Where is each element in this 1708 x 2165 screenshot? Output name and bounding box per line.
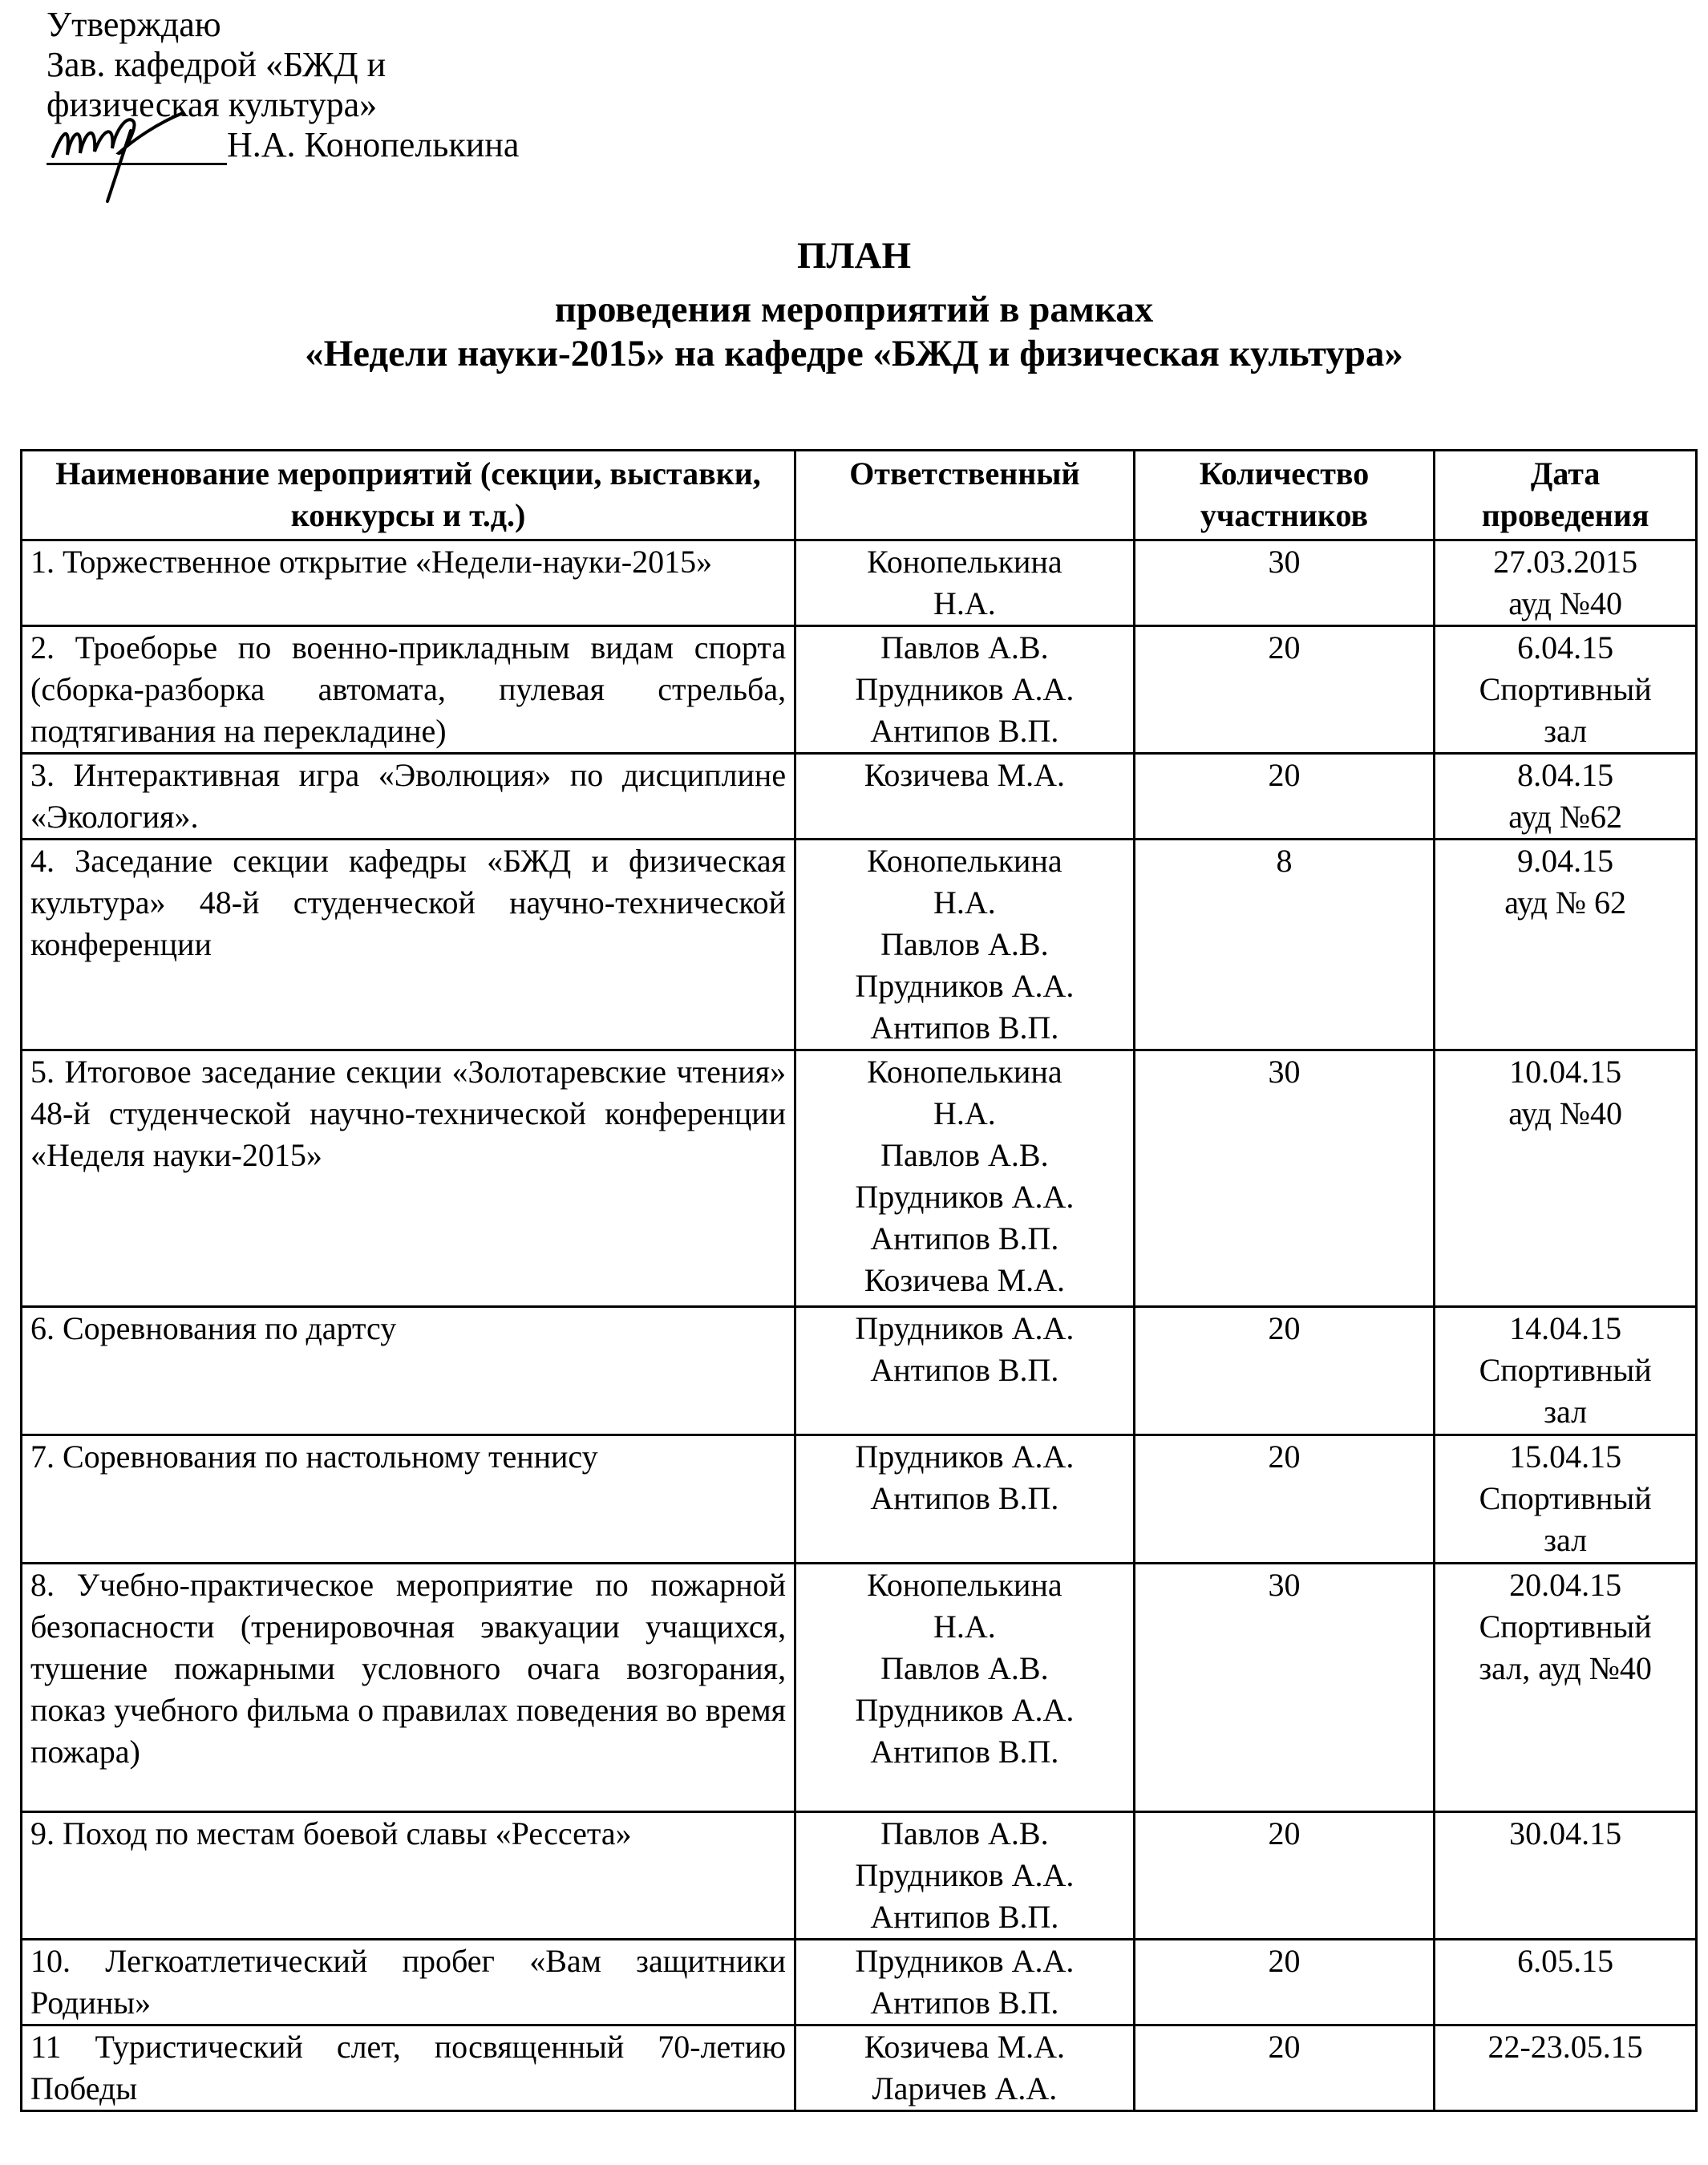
table-row bbox=[22, 1812, 1697, 1940]
date-cell bbox=[1435, 1940, 1697, 2025]
event-location: Спортивный bbox=[1479, 1609, 1652, 1645]
date-cell bbox=[1435, 840, 1697, 1050]
responsible-person: Павлов А.В. bbox=[880, 926, 1049, 962]
signature-line bbox=[47, 131, 227, 165]
event-date: 27.03.2015 bbox=[1493, 544, 1638, 580]
responsible-person: Антипов В.П. bbox=[870, 1220, 1059, 1257]
document-title bbox=[0, 234, 1708, 376]
responsible-person: Прудников А.А. bbox=[855, 968, 1075, 1004]
events-plan-table bbox=[20, 449, 1698, 2112]
event-name-cell: 5. Итоговое заседание секции «Золотаревские чтения» 48-й студенческой научно-технической конференции «Неделя науки-2015» bbox=[22, 1050, 795, 1307]
responsible-cell bbox=[795, 2025, 1135, 2111]
header-date-line2: проведения bbox=[1481, 497, 1649, 533]
responsible-person: Ларичев А.А. bbox=[872, 2070, 1058, 2106]
event-date: 6.04.15 bbox=[1517, 629, 1614, 666]
participants-cell: 20 bbox=[1134, 626, 1435, 754]
date-cell bbox=[1435, 2025, 1697, 2111]
responsible-person: Антипов В.П. bbox=[870, 1480, 1059, 1516]
event-name-cell: 1. Торжественное открытие «Недели-науки-2015» bbox=[22, 540, 795, 626]
responsible-cell bbox=[795, 1307, 1135, 1435]
responsible-person: Антипов В.П. bbox=[870, 1734, 1059, 1770]
event-name-cell: 8. Учебно-практическое мероприятие по пожарной безопасности (тренировочная эвакуации учащихся, тушение пожарными условного очага возгорания, показ учебного фильма о правилах поведения во время пожара) bbox=[22, 1564, 795, 1812]
table-row bbox=[22, 2025, 1697, 2111]
event-date: 15.04.15 bbox=[1509, 1439, 1622, 1475]
responsible-person: Козичева М.А. bbox=[864, 1262, 1066, 1298]
header-event-name: Наименование мероприятий (секции, выставки, конкурсы и т.д.) bbox=[22, 451, 795, 540]
date-cell bbox=[1435, 754, 1697, 840]
event-name-cell: 3. Интерактивная игра «Эволюция» по дисциплине «Экология». bbox=[22, 754, 795, 840]
responsible-cell bbox=[795, 840, 1135, 1050]
responsible-person: Конопелькина bbox=[867, 1567, 1062, 1603]
responsible-person: Н.А. bbox=[933, 1095, 996, 1131]
participants-cell: 30 bbox=[1134, 1564, 1435, 1812]
event-location: ауд №40 bbox=[1508, 1095, 1622, 1131]
event-date: 20.04.15 bbox=[1509, 1567, 1622, 1603]
responsible-person: Прудников А.А. bbox=[855, 1439, 1075, 1475]
event-name-cell: 11 Туристический слет, посвященный 70-летию Победы bbox=[22, 2025, 795, 2111]
handwritten-signature-icon bbox=[38, 107, 223, 203]
responsible-person: Козичева М.А. bbox=[864, 2029, 1066, 2065]
event-location: зал bbox=[1544, 1394, 1588, 1430]
title-subtitle-line1: проведения мероприятий в рамках bbox=[554, 289, 1154, 330]
responsible-cell bbox=[795, 626, 1135, 754]
responsible-person: Павлов А.В. bbox=[880, 629, 1049, 666]
event-name-cell: 6. Соревнования по дартсу bbox=[22, 1307, 795, 1435]
approval-block bbox=[47, 5, 519, 165]
approval-position-line1: Зав. кафедрой «БЖД и bbox=[47, 45, 387, 84]
date-cell bbox=[1435, 540, 1697, 626]
responsible-cell bbox=[795, 754, 1135, 840]
participants-cell: 20 bbox=[1134, 754, 1435, 840]
event-location: Спортивный bbox=[1479, 1352, 1652, 1388]
responsible-person: Антипов В.П. bbox=[870, 1985, 1059, 2021]
event-location: зал, ауд №40 bbox=[1479, 1650, 1652, 1686]
date-cell bbox=[1435, 1307, 1697, 1435]
event-date: 9.04.15 bbox=[1517, 843, 1614, 879]
date-cell bbox=[1435, 1435, 1697, 1564]
table-row bbox=[22, 626, 1697, 754]
approval-position-line2: физическая культура» bbox=[47, 85, 378, 124]
event-location: зал bbox=[1544, 1522, 1588, 1558]
event-name-cell: 2. Троеборье по военно-прикладным видам спорта (сборка-разборка автомата, пулевая стрельба, подтягивания на перекладине) bbox=[22, 626, 795, 754]
table-row bbox=[22, 1564, 1697, 1812]
responsible-person: Прудников А.А. bbox=[855, 1692, 1075, 1728]
date-cell bbox=[1435, 1050, 1697, 1307]
responsible-person: Павлов А.В. bbox=[880, 1650, 1049, 1686]
event-name-cell: 9. Поход по местам боевой славы «Рессета» bbox=[22, 1812, 795, 1940]
table-row bbox=[22, 754, 1697, 840]
header-participants bbox=[1134, 451, 1435, 540]
event-location: Спортивный bbox=[1479, 671, 1652, 707]
table-header-row bbox=[22, 451, 1697, 540]
event-date: 14.04.15 bbox=[1509, 1310, 1622, 1346]
event-date: 10.04.15 bbox=[1509, 1054, 1622, 1090]
responsible-person: Н.А. bbox=[933, 585, 996, 621]
responsible-person: Антипов В.П. bbox=[870, 1899, 1059, 1935]
event-name-cell: 7. Соревнования по настольному теннису bbox=[22, 1435, 795, 1564]
header-date-line1: Дата bbox=[1530, 455, 1601, 492]
participants-cell: 20 bbox=[1134, 1940, 1435, 2025]
event-location: Спортивный bbox=[1479, 1480, 1652, 1516]
signatory-name: Н.А. Конопелькина bbox=[227, 125, 520, 164]
table-row bbox=[22, 1307, 1697, 1435]
event-location: ауд №62 bbox=[1508, 799, 1622, 835]
event-name-cell: 4. Заседание секции кафедры «БЖД и физическая культура» 48-й студенческой научно-технической конференции bbox=[22, 840, 795, 1050]
event-location: зал bbox=[1544, 713, 1588, 749]
participants-cell: 20 bbox=[1134, 2025, 1435, 2111]
header-responsible: Ответственный bbox=[795, 451, 1135, 540]
responsible-person: Н.А. bbox=[933, 884, 996, 921]
table-row bbox=[22, 1940, 1697, 2025]
table-row bbox=[22, 1435, 1697, 1564]
responsible-cell bbox=[795, 1812, 1135, 1940]
responsible-person: Прудников А.А. bbox=[855, 1179, 1075, 1215]
participants-cell: 30 bbox=[1134, 1050, 1435, 1307]
responsible-person: Антипов В.П. bbox=[870, 1010, 1059, 1046]
header-participants-line2: участников bbox=[1200, 497, 1369, 533]
table-row bbox=[22, 1050, 1697, 1307]
table-row bbox=[22, 540, 1697, 626]
responsible-cell bbox=[795, 1050, 1135, 1307]
responsible-cell bbox=[795, 540, 1135, 626]
table-row bbox=[22, 840, 1697, 1050]
title-plan: ПЛАН bbox=[796, 235, 912, 277]
header-participants-line1: Количество bbox=[1199, 455, 1370, 492]
responsible-person: Прудников А.А. bbox=[855, 1857, 1075, 1893]
approval-heading: Утверждаю bbox=[47, 5, 221, 44]
participants-cell: 30 bbox=[1134, 540, 1435, 626]
responsible-person: Антипов В.П. bbox=[870, 1352, 1059, 1388]
participants-cell: 8 bbox=[1134, 840, 1435, 1050]
event-date: 6.05.15 bbox=[1517, 1943, 1614, 1979]
responsible-person: Прудников А.А. bbox=[855, 1943, 1075, 1979]
participants-cell: 20 bbox=[1134, 1435, 1435, 1564]
date-cell bbox=[1435, 1564, 1697, 1812]
date-cell bbox=[1435, 626, 1697, 754]
responsible-person: Антипов В.П. bbox=[870, 713, 1059, 749]
responsible-person: Н.А. bbox=[933, 1609, 996, 1645]
responsible-cell bbox=[795, 1564, 1135, 1812]
header-date bbox=[1435, 451, 1697, 540]
event-name-cell: 10. Легкоатлетический пробег «Вам защитники Родины» bbox=[22, 1940, 795, 2025]
responsible-person: Козичева М.А. bbox=[864, 757, 1066, 793]
signature-row bbox=[47, 125, 519, 165]
responsible-person: Прудников А.А. bbox=[855, 671, 1075, 707]
responsible-cell bbox=[795, 1435, 1135, 1564]
event-location: ауд № 62 bbox=[1504, 884, 1626, 921]
title-subtitle-line2: «Недели науки-2015» на кафедре «БЖД и физическая культура» bbox=[305, 333, 1403, 374]
responsible-person: Павлов А.В. bbox=[880, 1815, 1049, 1851]
responsible-person: Конопелькина bbox=[867, 1054, 1062, 1090]
responsible-person: Конопелькина bbox=[867, 843, 1062, 879]
responsible-person: Конопелькина bbox=[867, 544, 1062, 580]
event-date: 30.04.15 bbox=[1509, 1815, 1622, 1851]
responsible-person: Павлов А.В. bbox=[880, 1137, 1049, 1173]
participants-cell: 20 bbox=[1134, 1812, 1435, 1940]
event-date: 22-23.05.15 bbox=[1487, 2029, 1643, 2065]
event-location: ауд №40 bbox=[1508, 585, 1622, 621]
event-date: 8.04.15 bbox=[1517, 757, 1614, 793]
responsible-person: Прудников А.А. bbox=[855, 1310, 1075, 1346]
date-cell bbox=[1435, 1812, 1697, 1940]
participants-cell: 20 bbox=[1134, 1307, 1435, 1435]
responsible-cell bbox=[795, 1940, 1135, 2025]
